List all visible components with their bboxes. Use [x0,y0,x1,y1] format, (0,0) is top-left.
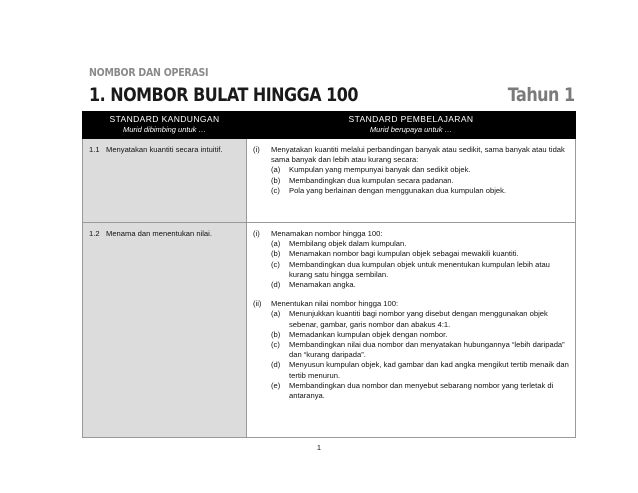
content-standard-header [83,112,247,139]
sub-item [271,381,571,401]
learning-objective [253,145,571,196]
content-standard-cell [83,223,247,438]
sub-item-text: Pola yang berlainan dengan menggunakan dua kumpulan objek. [289,185,507,195]
sub-item [271,280,571,290]
sub-item-letter: (b) [271,249,281,259]
sub-item-letter: (d) [271,280,281,290]
objective-number: (i) [253,229,260,238]
sub-item-text: Menamakan nombor bagi kumpulan objek sebagai mewakili kuantiti. [289,249,519,259]
sub-item [271,309,571,329]
sub-item-text: Memadankan kumpulan objek dengan nombor. [289,329,448,339]
sub-item-letter: (d) [271,360,281,370]
sub-item-text: Menamakan angka. [289,280,356,290]
sub-item [271,176,571,186]
sub-item-letter: (b) [271,329,281,339]
standard-text: Menama dan menentukan nilai. [106,229,212,238]
sub-item-text: Membandingkan dua kumpulan secara padanan. [289,175,454,185]
learning-standard-title: STANDARD PEMBELAJARAN [348,114,474,124]
sub-item-text: Membandingkan nilai dua nombor dan menyatakan hubungannya “lebih daripada” dan “kurang daripada”. [289,340,565,360]
topic-title: 1. NOMBOR BULAT HINGGA 100 [89,84,358,106]
sub-item [271,186,571,196]
objective-text: Menamakan nombor hingga 100: [271,229,383,238]
standards-table [82,111,576,438]
sub-item-text: Membandingkan dua kumpulan objek untuk menentukan kumpulan lebih atau kurang satu hingga sembilan. [289,259,550,279]
table-row [83,223,576,438]
objective-text: Menentukan nilai nombor hingga 100: [271,299,399,309]
sub-item-text: Membandingkan dua nombor dan menyebut sebarang nombor yang terletak di antaranya. [289,380,554,401]
sub-item [271,330,571,340]
sub-item-letter: (c) [271,185,280,195]
learning-standard-header [247,112,576,139]
sub-item-text: Menunjukkan kuantiti bagi nombor yang disebut dengan menggunakan objek sebenar, gambar, garis nombor dan abakus 4:1. [289,309,548,329]
page-number: 1 [316,443,322,452]
sub-item [271,360,571,380]
table-header-row [83,112,576,139]
learning-objective [253,229,571,290]
sub-item-text: Membilang objek dalam kumpulan. [289,239,407,249]
table-row [83,139,576,223]
learning-objective [253,299,571,401]
sub-item-letter: (a) [271,309,281,319]
sub-item [271,340,571,360]
sub-item [271,239,571,249]
sub-item [271,165,571,175]
sub-item-letter: (b) [271,175,281,185]
standard-number: 1.1 [89,145,100,154]
sub-item-text: Menyusun kumpulan objek, kad gambar dan kad angka mengikut tertib menaik dan tertib menurun. [289,360,569,380]
sub-item-letter: (c) [271,259,280,269]
content-standard-subtitle: Murid dibimbing untuk … [123,125,206,134]
standard-text: Menyatakan kuantiti secara intuitif. [106,145,223,154]
objective-number: (ii) [253,299,262,309]
learning-standard-cell [247,139,576,223]
sub-item-text: Kumpulan yang mempunyai banyak dan sedikit objek. [289,165,471,175]
sub-item-letter: (e) [271,380,281,390]
category-heading: NOMBOR DAN OPERASI [89,66,209,79]
learning-standard-subtitle: Murid berupaya untuk … [369,125,453,134]
learning-standard-cell [247,223,576,438]
sub-item [271,260,571,280]
standard-number: 1.2 [89,229,100,238]
sub-item-letter: (a) [271,165,281,175]
objective-number: (i) [253,145,260,154]
content-standard-title: STANDARD KANDUNGAN [109,114,220,124]
sub-item-letter: (c) [271,340,280,350]
objective-text: Menyatakan kuantiti melalui perbandingan banyak atau sedikit, sama banyak atau tidak sama banyak dan lebih atau kurang secara: [271,145,565,165]
sub-item-letter: (a) [271,239,281,249]
content-standard-cell [83,139,247,223]
sub-item [271,249,571,259]
year-label: Tahun 1 [508,84,575,106]
